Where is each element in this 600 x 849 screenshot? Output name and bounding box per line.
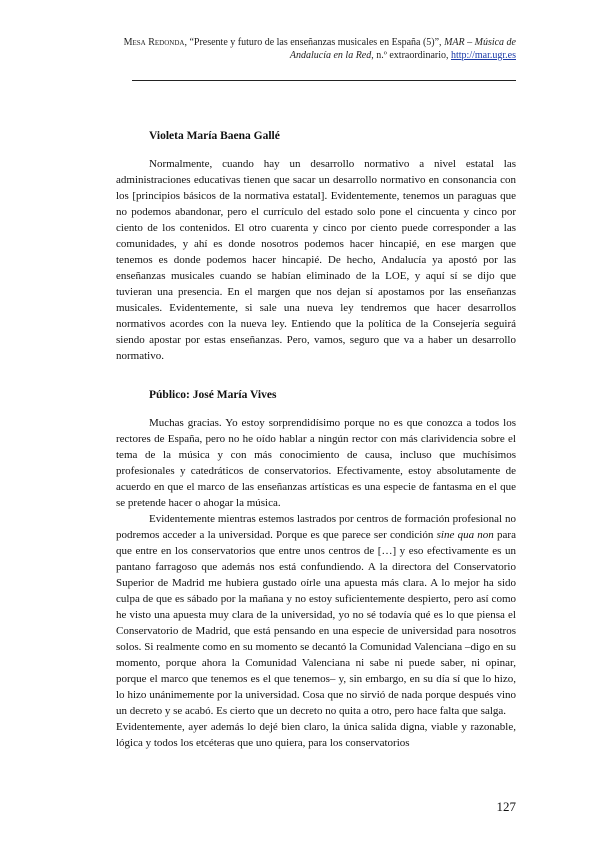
paragraph: Muchas gracias. Yo estoy sorprendidísimo porque no es que conozca a todos los rectores de España, pero no he oído hablar a ningún rector con más clarividencia sobre el tema de la música y con más conocimiento de causa, incluso que muchísimos profesionales y catedráticos de conservatorios. Efectivamente, estoy absolutamente de acuerdo en que el marco de las enseñanzas artísticas es una especie de fantasma en el que se pretende hacer o ahogar la música. [116, 417, 516, 509]
running-header [100, 36, 516, 62]
page-number: 127 [496, 799, 516, 814]
header-suffix: , n.º extraordinario, [371, 50, 451, 61]
section-baena [116, 128, 516, 364]
speaker-name: Violeta María Baena Gallé [149, 130, 280, 142]
paragraph: Normalmente, cuando hay un desarrollo normativo a nivel estatal las administraciones educativas tienen que sacar un desarrollo normativo en consonancia con los [principios básicos de la normativa estatal]. Evidentemente, tenemos un paraguas que no podemos abandonar, pero el currículo del estado solo pone el cincuenta y cinco por ciento de los contenidos. El otro cuarenta y cinco por ciento puede corresponder a las comunidades, y ahí es donde nosotros podemos hacer hincapié, en ese margen que tenemos es donde podemos hacer hincapié. De hecho, Andalucía ya apostó por las enseñanzas musicales cuando se habían eliminado de la LOE, y aquí sí se dijo que tuvieran una presencia. En el margen que nos dejan sí apostamos por las enseñanzas musicales. Evidentemente, si sale una nueva ley tendremos que hacer desarrollos normativos acordes con la nueva ley. Entiendo que la política de la Consejería seguirá siendo apostar por estas enseñanzas. Pero, vamos, seguro que va a haber un desarrollo normativo. [116, 158, 516, 362]
header-title: , “Presente y futuro de las enseñanzas musicales en España (5)”, [184, 37, 445, 48]
header-divider [132, 80, 516, 81]
header-url-link[interactable]: http://mar.ugr.es [451, 50, 516, 61]
speaker-name: Público: José María Vives [149, 389, 277, 401]
header-journal: MAR – Música de Andalucía en la Red [289, 37, 516, 61]
paragraph [116, 511, 516, 719]
paragraph-text: para que entre en los conservatorios que entre unos centros de […] y eso efectivamente es un pantano farragoso que además nos está confundiendo. A la directora del Conservatorio Superior de Madrid me hubiera gustado oírle una apuesta más clara. A lo mejor ha sido culpa de que es sábado por la mañana y no estoy suficientemente despierto, pero así como he visto una apuesta muy clara de la universidad, yo no sé todavía qué es lo que piensa el Conservatorio de Madrid, que está pensando en una especie de universidad para nosotros solos. Si realmente como en su momento se decantó la Comunidad Valenciana –digo en su momento, porque ahora la Comunidad Valenciana ni sabe ni puede saber, ni opinar, porque el marco que tenemos es el que tenemos– y, sin embargo, en su día sí que lo hizo, lo hizo unánimemente por la universidad. Cosa que no sirvió de nada porque después vino un decreto y se acabó. Es cierto que un decreto no quita a otro, pero hace falta que salga. [116, 529, 516, 717]
paragraph: Evidentemente, ayer además lo dejé bien claro, la única salida digna, viable y razonable, lógica y todos los etcéteras que uno quiera, para los conservatorios [116, 721, 516, 749]
paragraph-text: Evidentemente mientras estemos lastrados por centros de formación profesional no podremos acceder a la universidad. Porque es que parece ser condición [116, 513, 516, 541]
latin-phrase: sine qua non [436, 529, 494, 541]
header-author: Mesa Redonda [123, 37, 185, 48]
section-vives [116, 387, 516, 751]
